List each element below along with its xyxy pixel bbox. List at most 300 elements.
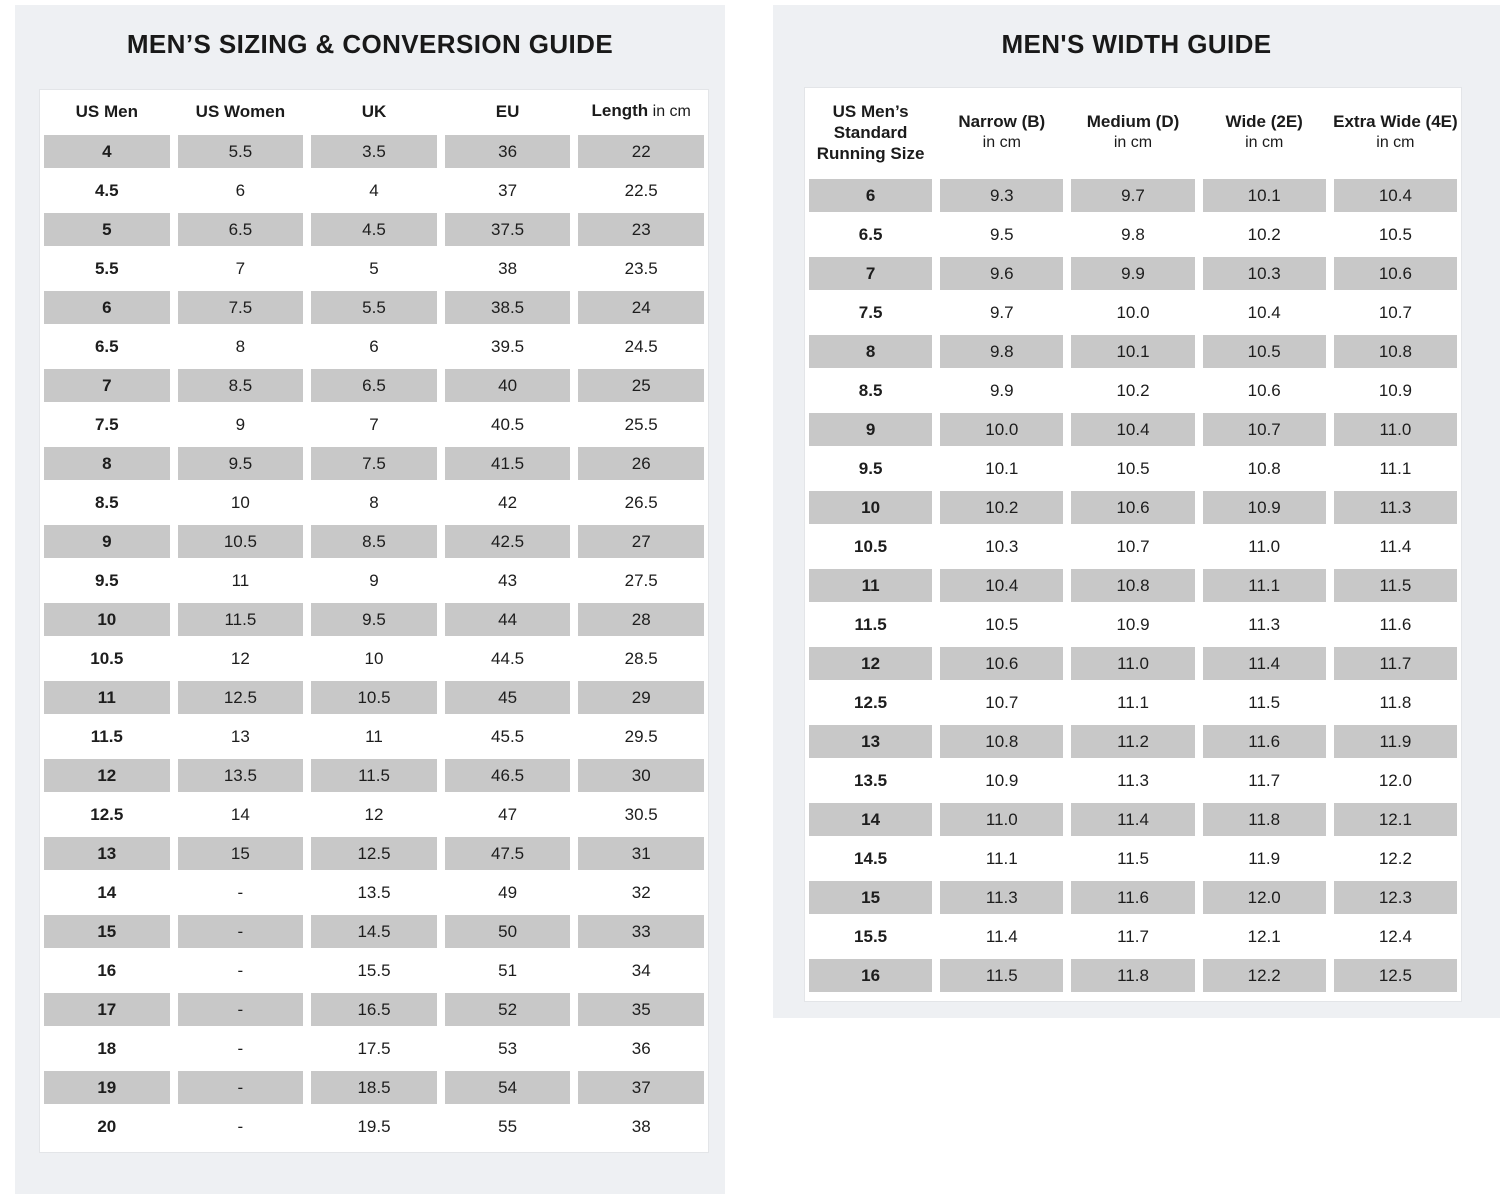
table-row (805, 449, 1461, 488)
table-cell: 24 (574, 288, 708, 327)
table-row (805, 176, 1461, 215)
table-cell: 10.0 (936, 410, 1067, 449)
table-row (40, 600, 708, 639)
table-row (40, 444, 708, 483)
table-cell: 7.5 (94, 414, 119, 434)
table-cell: 29 (574, 678, 708, 717)
table-row (805, 410, 1461, 449)
table-cell: 10.3 (985, 536, 1019, 556)
table-cell: 9 (40, 522, 174, 561)
table-row (40, 522, 708, 561)
table-cell: 35 (574, 990, 708, 1029)
table-cell: 12.2 (1378, 848, 1412, 868)
column-header-label: Standard (833, 122, 908, 142)
table-cell: 11.3 (936, 878, 1067, 917)
table-row (40, 795, 708, 834)
table-cell: 29.5 (624, 726, 658, 746)
table-cell: 13 (40, 834, 174, 873)
table-row (40, 639, 708, 678)
table-cell: 4 (40, 132, 174, 171)
table-cell: 10.5 (1199, 332, 1330, 371)
table-cell: 15.5 (357, 960, 391, 980)
table-cell: 10.9 (1116, 614, 1150, 634)
table-cell: 10 (805, 488, 936, 527)
table-cell: 8 (40, 444, 174, 483)
table-row (40, 132, 708, 171)
table-cell: 6.5 (94, 336, 119, 356)
table-cell: 10.4 (1330, 176, 1461, 215)
table-cell: 25.5 (624, 414, 658, 434)
table-cell: 11.5 (854, 614, 887, 634)
table-cell: 11.5 (1330, 566, 1461, 605)
table-cell: 13.5 (174, 756, 308, 795)
table-cell: 42.5 (441, 522, 575, 561)
column-header (307, 90, 441, 132)
table-row (805, 215, 1461, 254)
table-cell: 18.5 (307, 1068, 441, 1107)
table-cell: 12.1 (1330, 800, 1461, 839)
table-cell: 45.5 (491, 726, 525, 746)
table-row (805, 332, 1461, 371)
table-cell: 27 (574, 522, 708, 561)
table-cell: 11.3 (1248, 614, 1281, 634)
table-cell: 22 (574, 132, 708, 171)
table-cell: 6 (235, 180, 246, 200)
table-cell: 12.2 (1199, 956, 1330, 995)
table-cell: 11.7 (1248, 770, 1281, 790)
sizing-conversion-table (39, 89, 709, 1153)
table-row (40, 210, 708, 249)
table-row (40, 1029, 708, 1068)
table-row (805, 488, 1461, 527)
table-cell: 4.5 (307, 210, 441, 249)
table-cell: 11 (40, 678, 174, 717)
table-row (40, 834, 708, 873)
table-cell: 10.4 (936, 566, 1067, 605)
table-row (805, 605, 1461, 644)
table-row (40, 717, 708, 756)
table-cell: 20 (97, 1116, 117, 1136)
table-cell: 12.5 (90, 804, 124, 824)
table-cell: 10 (40, 600, 174, 639)
column-header-label: Extra Wide (4E) (1333, 112, 1458, 131)
table-cell: 7.5 (174, 288, 308, 327)
table-cell: 4 (369, 180, 379, 200)
table-cell: 14 (230, 804, 250, 824)
table-cell: 10.5 (854, 536, 888, 556)
column-header (1199, 88, 1330, 176)
table-cell: 12.0 (1378, 770, 1412, 790)
mens-width-guide-panel (773, 5, 1500, 1018)
table-row (805, 254, 1461, 293)
column-header (574, 90, 708, 132)
table-row (805, 839, 1461, 878)
table-row (40, 678, 708, 717)
table-cell: 4.5 (94, 180, 119, 200)
table-cell: 10.3 (1199, 254, 1330, 293)
table-cell: 8.5 (94, 492, 119, 512)
table-cell: 26.5 (624, 492, 658, 512)
table-cell: 11.0 (1248, 536, 1281, 556)
table-cell: 9.5 (858, 458, 883, 478)
table-cell: 38 (498, 258, 518, 278)
mens-sizing-conversion-panel (15, 5, 725, 1194)
column-header (936, 88, 1067, 176)
table-cell: 10.1 (985, 458, 1019, 478)
table-row (40, 561, 708, 600)
table-cell: 5 (40, 210, 174, 249)
table-cell: 9.7 (1067, 176, 1198, 215)
table-cell: 10.6 (1330, 254, 1461, 293)
width-guide-title: MEN'S WIDTH GUIDE (1001, 29, 1272, 59)
table-row (805, 800, 1461, 839)
column-header-label: Medium (D) (1086, 112, 1180, 131)
table-cell: 11.6 (1379, 614, 1412, 634)
table-cell: - (174, 990, 308, 1029)
column-header-label: Wide (2E) (1225, 112, 1303, 131)
table-cell: 9.5 (174, 444, 308, 483)
table-cell: 9 (369, 570, 379, 590)
table-cell: 5.5 (174, 132, 308, 171)
table-cell: 8.5 (174, 366, 308, 405)
table-row (805, 878, 1461, 917)
column-header-label: Running Size (816, 143, 925, 163)
table-cell: - (237, 882, 244, 902)
table-cell: 11.7 (1117, 926, 1149, 946)
table-cell: 11 (231, 570, 250, 590)
table-cell: 12.3 (1330, 878, 1461, 917)
table-cell: 26 (574, 444, 708, 483)
table-cell: 9.5 (989, 224, 1014, 244)
table-cell: 10.7 (1199, 410, 1330, 449)
table-row (805, 644, 1461, 683)
table-cell: 10.4 (1067, 410, 1198, 449)
table-cell: - (237, 960, 244, 980)
table-cell: 8.5 (307, 522, 441, 561)
table-cell: 11.5 (936, 956, 1067, 995)
table-row (40, 327, 708, 366)
table-cell: 47 (498, 804, 518, 824)
table-cell: 11.5 (1117, 848, 1149, 868)
table-cell: 34 (631, 960, 651, 980)
table-cell: 37 (574, 1068, 708, 1107)
table-cell: 10.9 (1199, 488, 1330, 527)
table-cell: 11.8 (1199, 800, 1330, 839)
table-cell: 45 (441, 678, 575, 717)
table-cell: 42 (498, 492, 518, 512)
table-cell: 9 (235, 414, 246, 434)
table-cell: 7.5 (307, 444, 441, 483)
table-cell: 30 (574, 756, 708, 795)
table-cell: 11.0 (1067, 644, 1198, 683)
table-cell: 11.5 (174, 600, 308, 639)
table-cell: 12.5 (854, 692, 888, 712)
table-cell: 5 (369, 258, 379, 278)
table-cell: 28.5 (624, 648, 658, 668)
table-cell: 10.7 (1116, 536, 1150, 556)
table-cell: 47.5 (441, 834, 575, 873)
table-row (40, 1068, 708, 1107)
table-cell: 11.5 (90, 726, 123, 746)
table-cell: - (174, 912, 308, 951)
table-cell: 12 (230, 648, 250, 668)
table-cell: 13.5 (854, 770, 888, 790)
table-cell: 11.0 (1330, 410, 1461, 449)
table-cell: 12.5 (174, 678, 308, 717)
table-cell: 7 (235, 258, 246, 278)
table-cell: 13 (805, 722, 936, 761)
table-cell: 37.5 (441, 210, 575, 249)
table-cell: 9.9 (1067, 254, 1198, 293)
table-cell: 19.5 (357, 1116, 391, 1136)
column-header-label: Length in cm (591, 101, 691, 120)
table-cell: 10.5 (174, 522, 308, 561)
table-cell: 43 (498, 570, 518, 590)
table-row (40, 990, 708, 1029)
table-cell: 10 (364, 648, 384, 668)
table-cell: 13 (230, 726, 250, 746)
table-row (40, 366, 708, 405)
table-cell: 40 (441, 366, 575, 405)
column-header (174, 90, 308, 132)
column-header-label: UK (361, 101, 387, 121)
table-cell: 11 (365, 726, 383, 746)
table-row (805, 761, 1461, 800)
table-row (805, 527, 1461, 566)
table-cell: 11.8 (1067, 956, 1198, 995)
table-header-row (40, 90, 708, 132)
table-cell: 9.8 (936, 332, 1067, 371)
table-cell: 12.0 (1199, 878, 1330, 917)
table-header-row (805, 88, 1461, 176)
table-row (40, 249, 708, 288)
table-cell: 11.5 (307, 756, 441, 795)
table-cell: 51 (498, 960, 518, 980)
column-header-label: US Women (195, 101, 286, 121)
table-cell: 13.5 (357, 882, 391, 902)
column-header-unit: in cm (1113, 134, 1153, 151)
column-header-unit: in cm (1245, 134, 1284, 151)
table-cell: 12.1 (1247, 926, 1281, 946)
table-body (40, 132, 708, 1146)
table-cell: 10.5 (307, 678, 441, 717)
table-cell: 10.9 (1378, 380, 1412, 400)
table-cell: 10.7 (1378, 302, 1412, 322)
table-cell: 9.3 (936, 176, 1067, 215)
table-cell: 10.6 (1067, 488, 1198, 527)
table-cell: 10.7 (985, 692, 1019, 712)
table-cell: 12 (40, 756, 174, 795)
table-cell: 11.1 (1199, 566, 1330, 605)
table-cell: 11.5 (1248, 692, 1281, 712)
table-cell: 3.5 (307, 132, 441, 171)
table-row (40, 873, 708, 912)
table-row (40, 288, 708, 327)
table-cell: 12.5 (1330, 956, 1461, 995)
table-cell: 15.5 (854, 926, 888, 946)
table-cell: 10.8 (1247, 458, 1281, 478)
column-header (441, 90, 575, 132)
table-row (40, 171, 708, 210)
table-cell: 11.8 (1379, 692, 1412, 712)
table-cell: 7 (369, 414, 379, 434)
width-guide-table (804, 87, 1462, 1002)
table-cell: 11.9 (1248, 848, 1281, 868)
table-cell: 11.4 (985, 926, 1018, 946)
table-cell: 10.1 (1199, 176, 1330, 215)
table-cell: 8 (235, 336, 246, 356)
table-cell: 22.5 (624, 180, 658, 200)
table-cell: 10.2 (1247, 224, 1281, 244)
table-cell: 12.4 (1378, 926, 1412, 946)
table-cell: 9.7 (989, 302, 1014, 322)
table-cell: 7 (805, 254, 936, 293)
table-cell: 23 (574, 210, 708, 249)
table-cell: 8 (805, 332, 936, 371)
table-cell: 10.6 (936, 644, 1067, 683)
table-cell: 11.9 (1330, 722, 1461, 761)
table-cell: 19 (40, 1068, 174, 1107)
table-cell: 41.5 (441, 444, 575, 483)
table-cell: 7 (40, 366, 174, 405)
table-cell: 31 (574, 834, 708, 873)
table-cell: 6 (805, 176, 936, 215)
table-row (40, 483, 708, 522)
table-cell: 10.5 (985, 614, 1019, 634)
table-row (805, 917, 1461, 956)
table-row (805, 956, 1461, 995)
table-cell: 12.5 (307, 834, 441, 873)
table-cell: 6 (369, 336, 379, 356)
sizing-guide-title: MEN’S SIZING & CONVERSION GUIDE (126, 29, 614, 59)
table-cell: 23.5 (624, 258, 658, 278)
table-cell: 14.5 (307, 912, 441, 951)
table-cell: 9.5 (94, 570, 119, 590)
table-cell: 17 (40, 990, 174, 1029)
table-cell: 7.5 (858, 302, 883, 322)
table-cell: 11.4 (1379, 536, 1412, 556)
table-row (805, 293, 1461, 332)
table-cell: 44 (441, 600, 575, 639)
table-cell: 44.5 (491, 648, 525, 668)
table-cell: 10.4 (1247, 302, 1281, 322)
column-header-label: Narrow (B) (958, 112, 1046, 131)
table-row (805, 722, 1461, 761)
table-cell: 11.0 (936, 800, 1067, 839)
table-cell: 33 (574, 912, 708, 951)
table-cell: 11.6 (1067, 878, 1198, 917)
table-cell: 12 (805, 644, 936, 683)
table-cell: 10.8 (936, 722, 1067, 761)
table-cell: 12 (364, 804, 384, 824)
table-cell: 8 (369, 492, 379, 512)
table-cell: 11.3 (1117, 770, 1149, 790)
table-cell: - (237, 1116, 244, 1136)
table-row (40, 405, 708, 444)
table-cell: 36 (441, 132, 575, 171)
table-cell: 28 (574, 600, 708, 639)
table-row (805, 566, 1461, 605)
table-cell: 8.5 (858, 380, 883, 400)
table-cell: 32 (631, 882, 651, 902)
column-header-label: US Men’s (832, 101, 909, 121)
table-cell: 6.5 (858, 224, 883, 244)
table-cell: 10.5 (1116, 458, 1150, 478)
table-cell: 9.8 (1121, 224, 1145, 244)
table-cell: 14 (97, 882, 117, 902)
table-cell: 11.6 (1199, 722, 1330, 761)
table-cell: 11.2 (1067, 722, 1198, 761)
column-header (1067, 88, 1198, 176)
table-cell: 17.5 (357, 1038, 391, 1058)
table-cell: 10.5 (90, 648, 124, 668)
table-cell: 15 (174, 834, 308, 873)
column-header (1330, 88, 1461, 176)
table-cell: 25 (574, 366, 708, 405)
table-cell: 10.2 (1116, 380, 1150, 400)
table-cell: 30.5 (624, 804, 658, 824)
table-cell: 36 (631, 1038, 651, 1058)
table-cell: 52 (441, 990, 575, 1029)
table-cell: 16.5 (307, 990, 441, 1029)
table-cell: 14.5 (854, 848, 888, 868)
table-row (40, 912, 708, 951)
table-cell: 18 (97, 1038, 117, 1058)
table-cell: 10.8 (1330, 332, 1461, 371)
table-cell: 40.5 (491, 414, 525, 434)
table-cell: 49 (498, 882, 518, 902)
table-cell: 10.0 (1116, 302, 1150, 322)
table-cell: 9.5 (307, 600, 441, 639)
table-cell: 14 (805, 800, 936, 839)
table-cell: 10.5 (1378, 224, 1412, 244)
column-header (40, 90, 174, 132)
table-cell: 6.5 (307, 366, 441, 405)
table-cell: 54 (441, 1068, 575, 1107)
column-header-unit: in cm (982, 134, 1021, 151)
table-cell: 10.6 (1247, 380, 1281, 400)
table-row (40, 951, 708, 990)
table-cell: 39.5 (491, 336, 525, 356)
column-header-label: EU (495, 101, 520, 121)
table-row (805, 371, 1461, 410)
table-row (40, 756, 708, 795)
column-header-unit: in cm (1376, 134, 1415, 151)
table-cell: 37 (498, 180, 518, 200)
table-cell: 15 (40, 912, 174, 951)
table-cell: 27.5 (624, 570, 658, 590)
table-cell: 11.1 (985, 848, 1018, 868)
table-cell: 5.5 (307, 288, 441, 327)
table-cell: 55 (498, 1116, 518, 1136)
table-cell: 16 (805, 956, 936, 995)
table-row (40, 1107, 708, 1146)
table-cell: 11.3 (1330, 488, 1461, 527)
table-body (805, 176, 1461, 995)
table-cell: 16 (97, 960, 117, 980)
column-header-unit: in cm (648, 103, 691, 120)
table-cell: 10.9 (985, 770, 1019, 790)
table-cell: 9.6 (936, 254, 1067, 293)
table-cell: - (237, 1038, 244, 1058)
table-cell: 10.1 (1067, 332, 1198, 371)
table-cell: 9.9 (989, 380, 1014, 400)
table-cell: - (174, 1068, 308, 1107)
table-cell: 10.8 (1067, 566, 1198, 605)
table-cell: 38 (631, 1116, 651, 1136)
table-cell: 6.5 (174, 210, 308, 249)
table-cell: 5.5 (94, 258, 119, 278)
